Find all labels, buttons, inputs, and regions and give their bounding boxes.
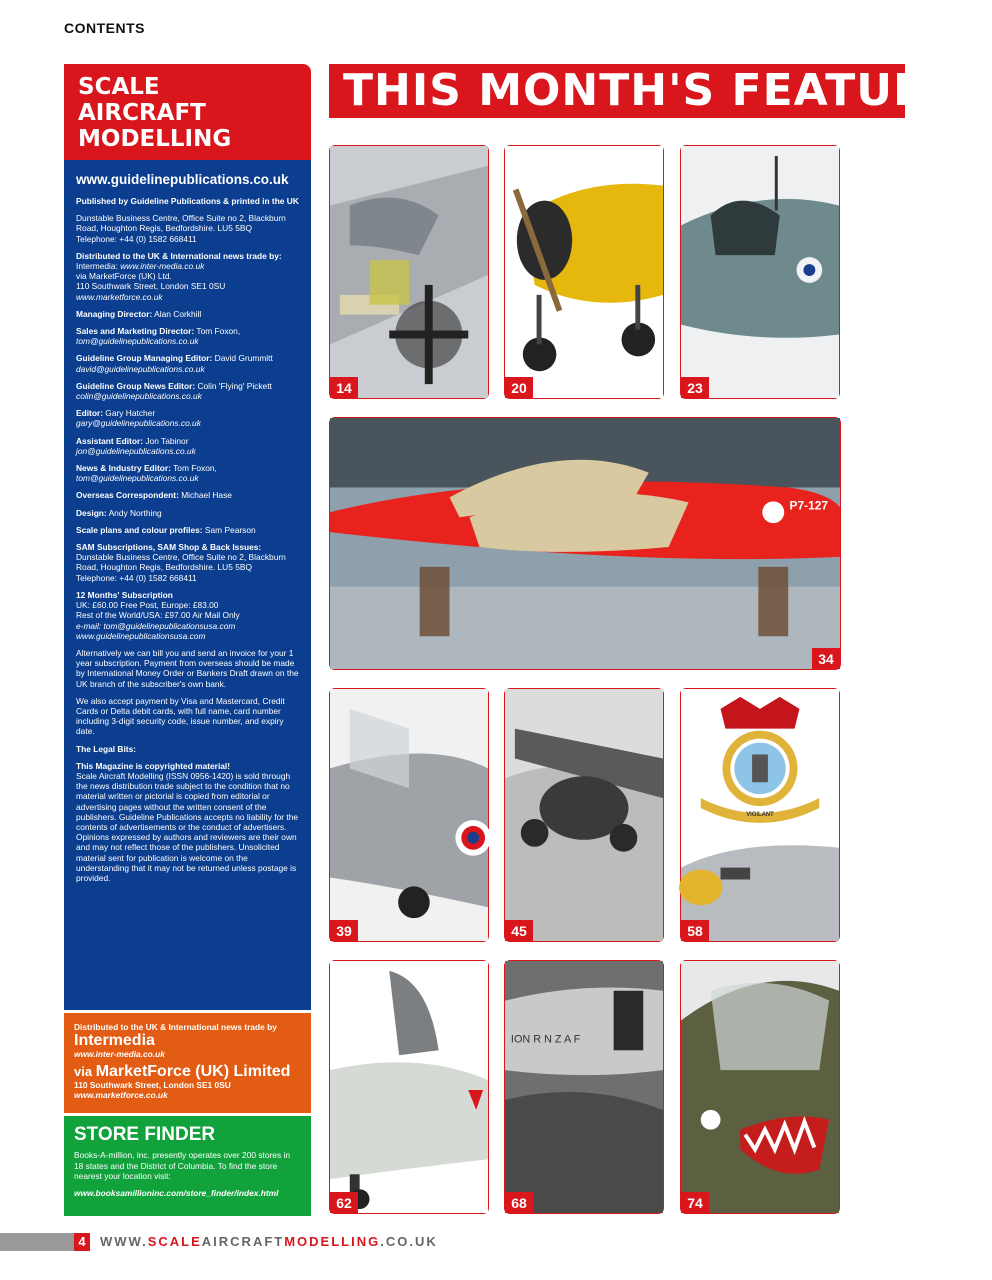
bomber-flight-photo [505,689,663,941]
staff-name: Michael Hase [178,490,232,501]
intermedia-name: Intermedia [74,1032,155,1049]
feature-page-number: 58 [681,920,709,941]
page-number: 4 [74,1233,90,1251]
footer-url-part: .CO.UK [380,1234,438,1249]
staff-email[interactable]: colin@guidelinepublications.co.uk [76,391,202,402]
price-row: Rest of the World/USA: £97.00 Air Mail Only [76,610,240,621]
store-finder-body: Books-A-million, inc. presently operates over 200 stores in 18 states and the District of Columbia. To find the store nearest your location visit: [74,1150,290,1181]
legal-bold: This Magazine is copyrighted material! [76,760,231,771]
footer-url-part: MODELLING [284,1234,381,1249]
subscriptions-label: SAM Subscriptions, SAM Shop & Back Issues: [76,542,262,553]
staff-email[interactable]: jon@guidelinepublications.co.uk [76,445,196,456]
staff-role: Managing Director: [76,308,153,319]
feature-tile[interactable] [680,145,840,399]
via-label: via [74,1064,96,1079]
footer-bar [0,1233,74,1251]
footer-website-link[interactable] [100,1234,438,1249]
staff-role: Overseas Correspondent: [76,490,179,501]
staff-name: Tom Foxon, [194,326,241,337]
feature-page-number: 39 [330,920,358,941]
subscriptions-address: Dunstable Business Centre, Office Suite no 2, Blackburn Road, Houghton Regis, Bedfordshire. LU5 5BQ [76,552,286,573]
distribution-box [64,1013,311,1113]
distributed-label: Distributed to the UK & International news trade by: [76,250,282,261]
publisher-info-panel [64,160,311,1010]
distribution-label: Distributed to the UK & International news trade by [74,1022,277,1032]
staff-name: Jon Tabinor [143,435,189,446]
legal-label: The Legal Bits: [76,743,137,754]
sharkmouth-helicopter-photo [681,961,839,1213]
price-uk: UK: £60.00 Free Post, Europe: £83.00 [76,600,219,611]
staff-role: Scale plans and colour profiles: [76,524,203,535]
grey-jet-photo [330,689,488,941]
footer-url-part: AIRCRAFT [201,1234,285,1249]
feature-page-number: 68 [505,1192,533,1213]
masthead-line: MODELLING [78,126,232,152]
staff-role: News & Industry Editor: [76,463,171,474]
staff-email[interactable]: david@guidelinepublications.co.uk [76,363,205,374]
marketforce-link[interactable]: www.marketforce.co.uk [76,291,163,302]
subscription-url[interactable]: www.guidelinepublicationsusa.com [76,630,206,641]
feature-tile[interactable] [329,417,841,670]
footer-url-part: WWW. [100,1234,148,1249]
magazine-masthead [64,64,311,160]
marketforce-url[interactable]: www.marketforce.co.uk [74,1090,168,1100]
subscription-email[interactable]: e-mail: tom@guidelinepublicationsusa.com [76,620,236,631]
visa-text: We also accept payment by Visa and Mastercard, Credit Cards or Delta debit cards, with full name, card number including 3-digit security code, issue number, and expiry date. [76,695,285,737]
section-label: CONTENTS [64,20,145,36]
store-finder-link[interactable]: www.booksamillioninc.com/store_finder/index.html [74,1187,279,1198]
publisher-telephone: Telephone: +44 (0) 1582 668411 [76,233,197,244]
spitfire-photo [681,146,839,398]
staff-name: Gary Hatcher [102,408,156,419]
squadron-motto-text: VIGILANT [746,811,774,818]
feature-tile[interactable] [329,145,489,399]
staff-role: Assistant Editor: [76,435,144,446]
subscriptions-telephone: Telephone: +44 (0) 1582 668411 [76,572,197,583]
marketforce-address: 110 Southwark Street, London SE1 0SU [74,1080,231,1090]
published-by: Published by Guideline Publications & printed in the UK [76,196,299,206]
intermedia-link[interactable]: www.inter-media.co.uk [120,261,205,272]
feature-tile[interactable] [504,688,664,942]
marketforce-name: MarketForce (UK) Limited [95,1063,291,1080]
staff-email[interactable]: gary@guidelinepublications.co.uk [76,418,201,429]
feature-page-number: 62 [330,1192,358,1213]
aircraft-code-text: P7-127 [789,498,829,513]
feature-page-number: 14 [330,377,358,398]
red-racer-photo [330,418,840,669]
staff-role: Guideline Group News Editor: [76,380,196,391]
yellow-plane-photo [505,146,663,398]
feature-tile[interactable] [329,688,489,942]
feature-page-number: 34 [812,648,840,669]
staff-name: Sam Pearson [202,524,256,535]
feature-tile[interactable] [329,960,489,1214]
feature-page-number: 74 [681,1192,709,1213]
staff-name: Tom Foxon, [170,463,217,474]
feature-tile[interactable] [504,960,664,1214]
feature-tile[interactable] [680,688,840,942]
intermedia-url[interactable]: www.inter-media.co.uk [74,1049,165,1059]
staff-name: Colin 'Flying' Pickett [195,380,272,391]
staff-role: Design: [76,507,107,518]
feature-page-number: 23 [681,377,709,398]
staff-role: Guideline Group Managing Editor: [76,353,213,364]
staff-name: Andy Northing [106,507,162,518]
invoice-text: Alternatively we can bill you and send an invoice for your 1 year subscription. Payment from overseas should be made by International Money Order or Bankers Draft drawn on the UK branch of the subscriber's own bank. [76,647,299,689]
staff-email[interactable]: tom@guidelinepublications.co.uk [76,473,199,484]
staff-role: Sales and Marketing Director: [76,326,195,337]
publisher-website-link[interactable]: www.guidelinepublications.co.uk [76,172,289,187]
squadron-badge-photo [681,689,839,941]
canopy-open-jet-photo [330,961,488,1213]
rnzaf-lettering-text: ION R N Z A F [510,1033,581,1046]
legal-text: Scale Aircraft Modelling (ISSN 0956-1420) is sold through the news distribution trade subject to the condition that no material written or pictorial is copied from editorial or advertising pages without the written consent of the publishers. Guideline Publications accepts no liability for the contents of advertisements or the conduct of advertisers. Opinions expressed by authors and reviewers are their own and may not reflect those of the publishers. Unsolicited material sent for publication is welcome on the understanding that it may not be returned unless postage is provided. [76,770,299,883]
intermedia-label: Intermedia: [76,261,121,272]
rnzaf-transport-photo [505,961,663,1213]
via-marketforce: via MarketForce (UK) Ltd. [76,271,172,282]
silver-bomber-photo [330,146,488,398]
staff-name: Alan Corkhill [152,308,202,319]
store-finder-title: STORE FINDER [74,1124,216,1145]
footer-url-part: SCALE [147,1234,202,1249]
feature-tile[interactable] [680,960,840,1214]
feature-page-number: 20 [505,377,533,398]
masthead-line: SCALE [78,74,160,100]
store-finder-box [64,1116,311,1216]
staff-name: David Grummitt [212,353,273,364]
features-heading: THIS MONTH'S FEATURES [329,64,905,118]
twelve-month-label: 12 Months' Subscription [76,589,173,600]
staff-email[interactable]: tom@guidelinepublications.co.uk [76,336,199,347]
masthead-line: AIRCRAFT [78,100,206,126]
feature-tile[interactable] [504,145,664,399]
marketforce-address: 110 Southwark Street, London SE1 0SU [76,281,226,292]
staff-role: Editor: [76,408,103,419]
publisher-address: Dunstable Business Centre, Office Suite no 2, Blackburn Road, Houghton Regis, Bedfordshire. LU5 5BQ [76,213,286,234]
feature-page-number: 45 [505,920,533,941]
